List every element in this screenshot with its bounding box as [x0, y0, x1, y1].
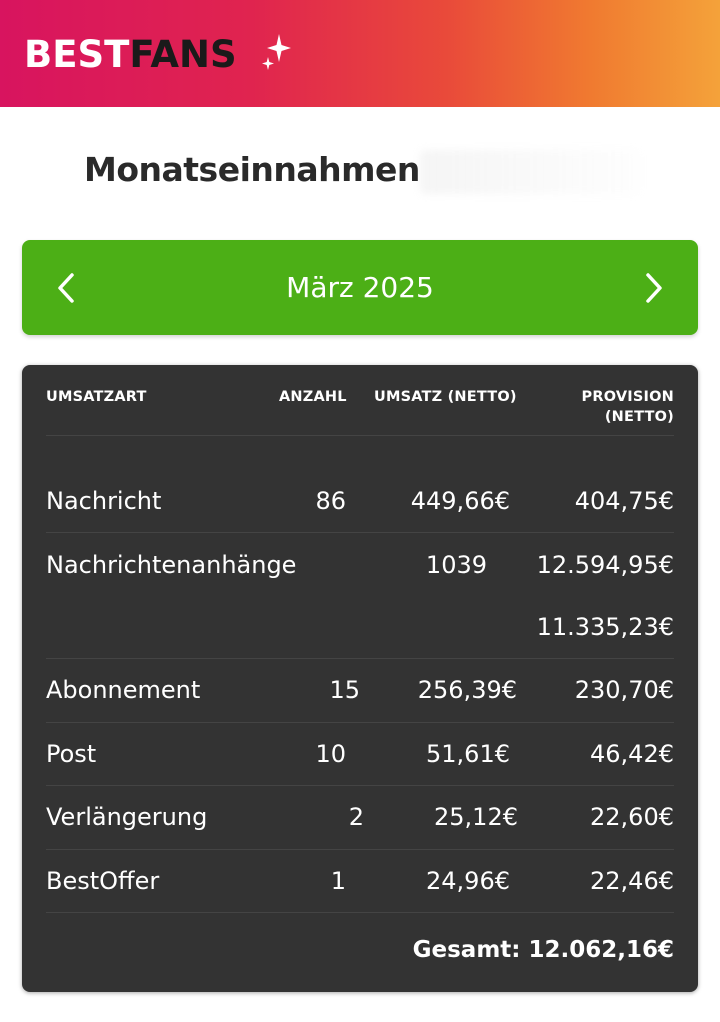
- sparkle-icon: [260, 32, 294, 72]
- row-commission: 230,70€: [574, 676, 674, 704]
- row-revenue: 24,96€: [426, 867, 510, 895]
- next-month-button[interactable]: [608, 240, 698, 335]
- row-revenue: 25,12€: [434, 803, 518, 831]
- row-divider: [46, 658, 674, 659]
- chevron-right-icon: [642, 272, 664, 304]
- row-divider: [46, 722, 674, 723]
- app-header: [0, 0, 720, 107]
- row-divider: [46, 532, 674, 533]
- logo-text-best: BEST: [24, 33, 130, 76]
- total-amount: Gesamt: 12.062,16€: [412, 937, 674, 963]
- column-header-type: UMSATZART: [46, 389, 147, 405]
- row-count: 15: [329, 676, 360, 704]
- row-type: BestOffer: [46, 867, 160, 895]
- row-count: 1: [330, 867, 346, 895]
- row-commission: 46,42€: [590, 740, 674, 768]
- row-revenue: 256,39€: [417, 676, 517, 704]
- row-divider: [46, 849, 674, 850]
- current-month-label: März 2025: [286, 271, 434, 304]
- row-type: Nachricht: [46, 487, 162, 515]
- column-header-count: ANZAHL: [279, 389, 347, 405]
- row-count: 1039: [425, 551, 487, 579]
- page-title: Monatseinnahmen: [84, 150, 420, 189]
- logo-text-fans: FANS: [129, 33, 237, 76]
- row-divider: [46, 785, 674, 786]
- month-navigator: [22, 240, 698, 335]
- column-header-revenue: UMSATZ (NETTO): [374, 389, 517, 405]
- bestfans-logo[interactable]: [24, 30, 237, 80]
- header-divider: [46, 435, 674, 436]
- row-type: Post: [46, 740, 97, 768]
- column-header-commission-line2: (NETTO): [604, 409, 674, 425]
- row-commission: 404,75€: [574, 487, 674, 515]
- row-revenue: 51,61€: [426, 740, 510, 768]
- row-type: Nachrichtenanhänge: [46, 551, 297, 579]
- earnings-table: [22, 365, 698, 992]
- row-commission: 22,46€: [590, 867, 674, 895]
- column-header-commission: [582, 387, 674, 427]
- row-revenue: 449,66€: [410, 487, 510, 515]
- row-commission: 22,60€: [590, 803, 674, 831]
- row-commission: 11.335,23€: [536, 613, 674, 641]
- row-divider: [46, 912, 674, 913]
- column-header-commission-line1: PROVISION: [581, 389, 674, 405]
- row-revenue: 12.594,95€: [536, 551, 674, 579]
- row-count: 10: [315, 740, 346, 768]
- row-type: Abonnement: [46, 676, 201, 704]
- row-count: 86: [315, 487, 346, 515]
- row-count: 2: [348, 803, 364, 831]
- blurred-title-suffix: [420, 150, 640, 194]
- row-type: Verlängerung: [46, 803, 208, 831]
